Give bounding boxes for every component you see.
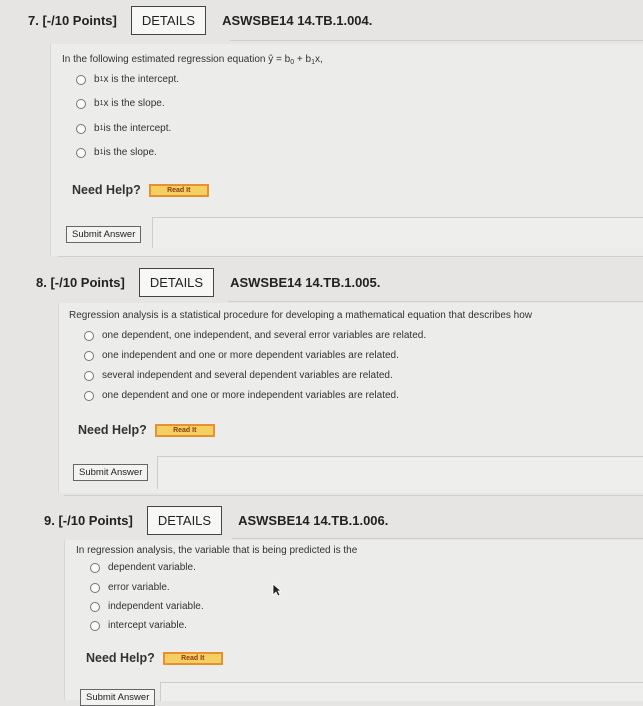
radio-button[interactable] <box>84 351 94 361</box>
question-7-answer-area <box>152 217 643 248</box>
question-7-submit-button[interactable]: Submit Answer <box>66 226 141 243</box>
question-9-divider-lower <box>232 538 643 539</box>
read-it-button[interactable]: Read It <box>163 652 223 665</box>
radio-button[interactable] <box>76 148 86 158</box>
question-7-divider <box>230 40 643 41</box>
question-8-divider-lower <box>228 301 643 302</box>
question-7-option-4[interactable]: b 1 is the slope. <box>76 147 157 158</box>
radio-button[interactable] <box>90 563 100 573</box>
question-7-code: ASWSBE14 14.TB.1.004. <box>222 13 373 28</box>
question-8-text: Regression analysis is a statistical procedure for developing a mathematical equation that describes how <box>69 310 533 321</box>
question-7-help <box>72 183 209 197</box>
question-9-help <box>86 651 223 665</box>
question-7-details-button[interactable]: DETAILS <box>131 6 206 35</box>
question-9-text: In regression analysis, the variable that is being predicted is the <box>76 545 358 556</box>
question-9-option-2[interactable]: error variable. <box>90 582 170 593</box>
question-8-option-1[interactable]: one dependent, one independent, and several error variables are related. <box>84 330 426 341</box>
question-8-option-3[interactable]: several independent and several dependent variables are related. <box>84 370 393 381</box>
question-9-points: 9. [-/10 Points] <box>44 513 133 528</box>
question-8-header <box>36 268 380 297</box>
need-help-label: Need Help? <box>78 423 147 437</box>
question-9-option-4[interactable]: intercept variable. <box>90 620 187 631</box>
question-9-option-1[interactable]: dependent variable. <box>90 562 196 573</box>
radio-button[interactable] <box>90 621 100 631</box>
radio-button[interactable] <box>90 602 100 612</box>
radio-button[interactable] <box>76 75 86 85</box>
question-8-points: 8. [-/10 Points] <box>36 275 125 290</box>
question-8-divider <box>58 256 643 257</box>
question-9-answer-area <box>160 682 643 701</box>
question-8-option-4[interactable]: one dependent and one or more independent variables are related. <box>84 390 399 401</box>
question-7-option-1[interactable]: b 1 x is the intercept. <box>76 74 179 85</box>
question-8-details-button[interactable]: DETAILS <box>139 268 214 297</box>
question-9-submit-button[interactable]: Submit Answer <box>80 689 155 706</box>
question-8-answer-area <box>157 456 643 489</box>
radio-button[interactable] <box>84 371 94 381</box>
question-7-points: 7. [-/10 Points] <box>28 13 117 28</box>
question-9-code: ASWSBE14 14.TB.1.006. <box>238 513 389 528</box>
question-9-divider <box>64 495 643 496</box>
read-it-button[interactable]: Read It <box>149 184 209 197</box>
radio-button[interactable] <box>76 99 86 109</box>
question-9-option-3[interactable]: independent variable. <box>90 601 204 612</box>
read-it-button[interactable]: Read It <box>155 424 215 437</box>
question-9-header <box>44 506 388 535</box>
question-8-code: ASWSBE14 14.TB.1.005. <box>230 275 381 290</box>
radio-button[interactable] <box>84 331 94 341</box>
need-help-label: Need Help? <box>72 183 141 197</box>
question-8-submit-button[interactable]: Submit Answer <box>73 464 148 481</box>
question-7-option-2[interactable]: b 1 x is the slope. <box>76 98 165 109</box>
question-7-option-3[interactable]: b 1 is the intercept. <box>76 123 171 134</box>
question-7-text: In the following estimated regression equation ŷ = $b_0 + b_1x$, <box>62 54 323 66</box>
radio-button[interactable] <box>90 583 100 593</box>
question-8-help <box>78 423 215 437</box>
question-8-option-2[interactable]: one independent and one or more dependent variables are related. <box>84 350 399 361</box>
question-9-details-button[interactable]: DETAILS <box>147 506 222 535</box>
question-7-header <box>28 6 372 35</box>
need-help-label: Need Help? <box>86 651 155 665</box>
radio-button[interactable] <box>76 124 86 134</box>
radio-button[interactable] <box>84 391 94 401</box>
mouse-pointer-icon <box>272 583 282 597</box>
